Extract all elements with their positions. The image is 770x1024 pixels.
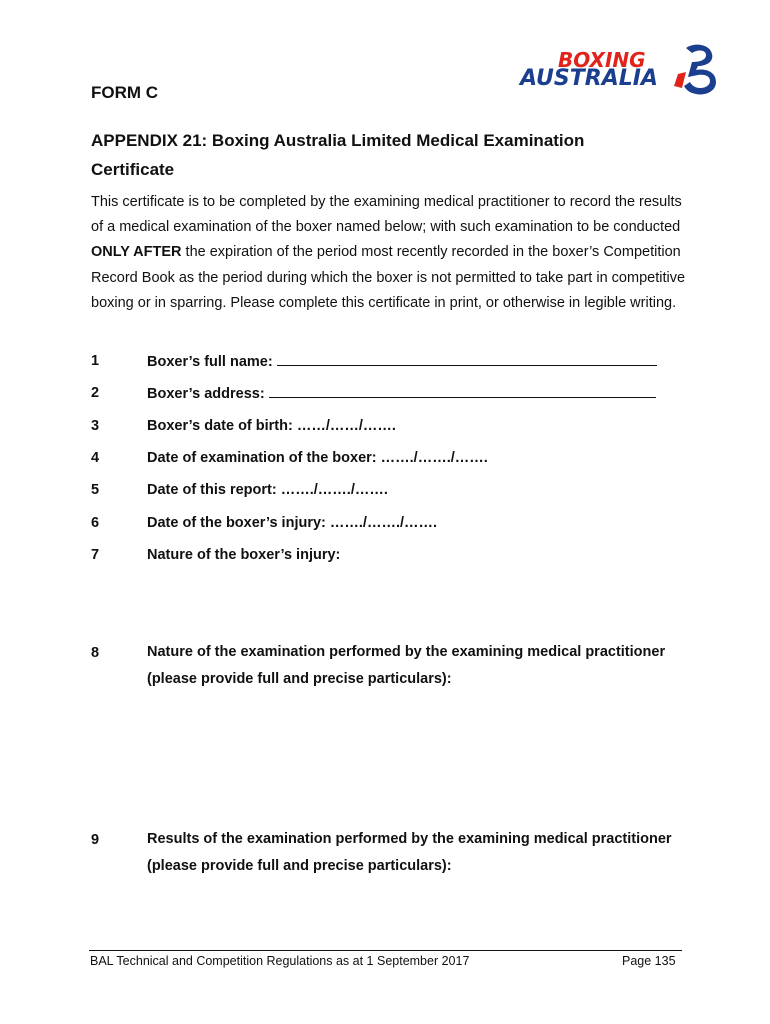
nature-of-injury-label: Nature of the boxer’s injury: bbox=[147, 547, 341, 563]
full-name-field[interactable] bbox=[277, 353, 657, 366]
appendix-title-line2: Certificate bbox=[91, 160, 175, 179]
page-number: Page 135 bbox=[622, 954, 676, 968]
nature-of-examination-label: Nature of the examination performed by the examining medical practitioner (please provide full and precise particulars): bbox=[147, 644, 666, 687]
date-of-examination-field[interactable]: Date of examination of the boxer: ……./……./……. bbox=[147, 450, 488, 466]
intro-text-part1: This certificate is to be completed by the examining medical practitioner to record the results of a medical examination of the boxer named below; with such examination to be conducted bbox=[91, 194, 682, 236]
date-of-report-field[interactable]: Date of this report: ……./……./……. bbox=[147, 482, 388, 498]
item-number-2: 2 bbox=[91, 385, 100, 401]
boxing-glove-icon bbox=[672, 44, 720, 96]
intro-paragraph bbox=[91, 190, 691, 316]
intro-text-part2: the expiration of the period most recently recorded in the boxer’s Competition Record Book as the period during which the boxer is not permitted to take part in competitive boxing or in sparring. Please complete this certificate in print, or otherwise in legible writing. bbox=[91, 244, 686, 311]
logo-word-australia: AUSTRALIA bbox=[520, 66, 658, 91]
footer-divider bbox=[89, 950, 682, 951]
item-full-name bbox=[147, 353, 657, 370]
item-number-6: 6 bbox=[91, 515, 100, 531]
item-number-3: 3 bbox=[91, 418, 100, 434]
form-title: FORM C bbox=[91, 83, 159, 102]
item-number-4: 4 bbox=[91, 450, 100, 466]
item-address bbox=[147, 385, 656, 402]
appendix-title-line1: APPENDIX 21: Boxing Australia Limited Medical Examination bbox=[91, 131, 585, 150]
boxing-australia-logo bbox=[520, 44, 720, 96]
date-of-birth-field[interactable]: Boxer’s date of birth: ……/……/……. bbox=[147, 418, 396, 434]
item-number-9: 9 bbox=[91, 832, 100, 848]
item-number-1: 1 bbox=[91, 353, 100, 369]
item-number-5: 5 bbox=[91, 482, 100, 498]
appendix-title bbox=[91, 126, 691, 184]
item-number-8: 8 bbox=[91, 645, 100, 661]
logo-word-boxing: BOXING bbox=[558, 48, 646, 72]
date-of-injury-field[interactable]: Date of the boxer’s injury: ……./……./……. bbox=[147, 515, 438, 531]
examination-results-label: Results of the examination performed by the examining medical practitioner (please provide full and precise particulars): bbox=[147, 831, 672, 874]
item-number-7: 7 bbox=[91, 547, 100, 563]
footer-regulations-text: BAL Technical and Competition Regulations as at 1 September 2017 bbox=[90, 954, 470, 968]
full-name-label: Boxer’s full name: bbox=[147, 354, 277, 370]
address-field[interactable] bbox=[269, 385, 656, 398]
address-label: Boxer’s address: bbox=[147, 386, 269, 402]
intro-emphasis: ONLY AFTER bbox=[91, 244, 182, 261]
